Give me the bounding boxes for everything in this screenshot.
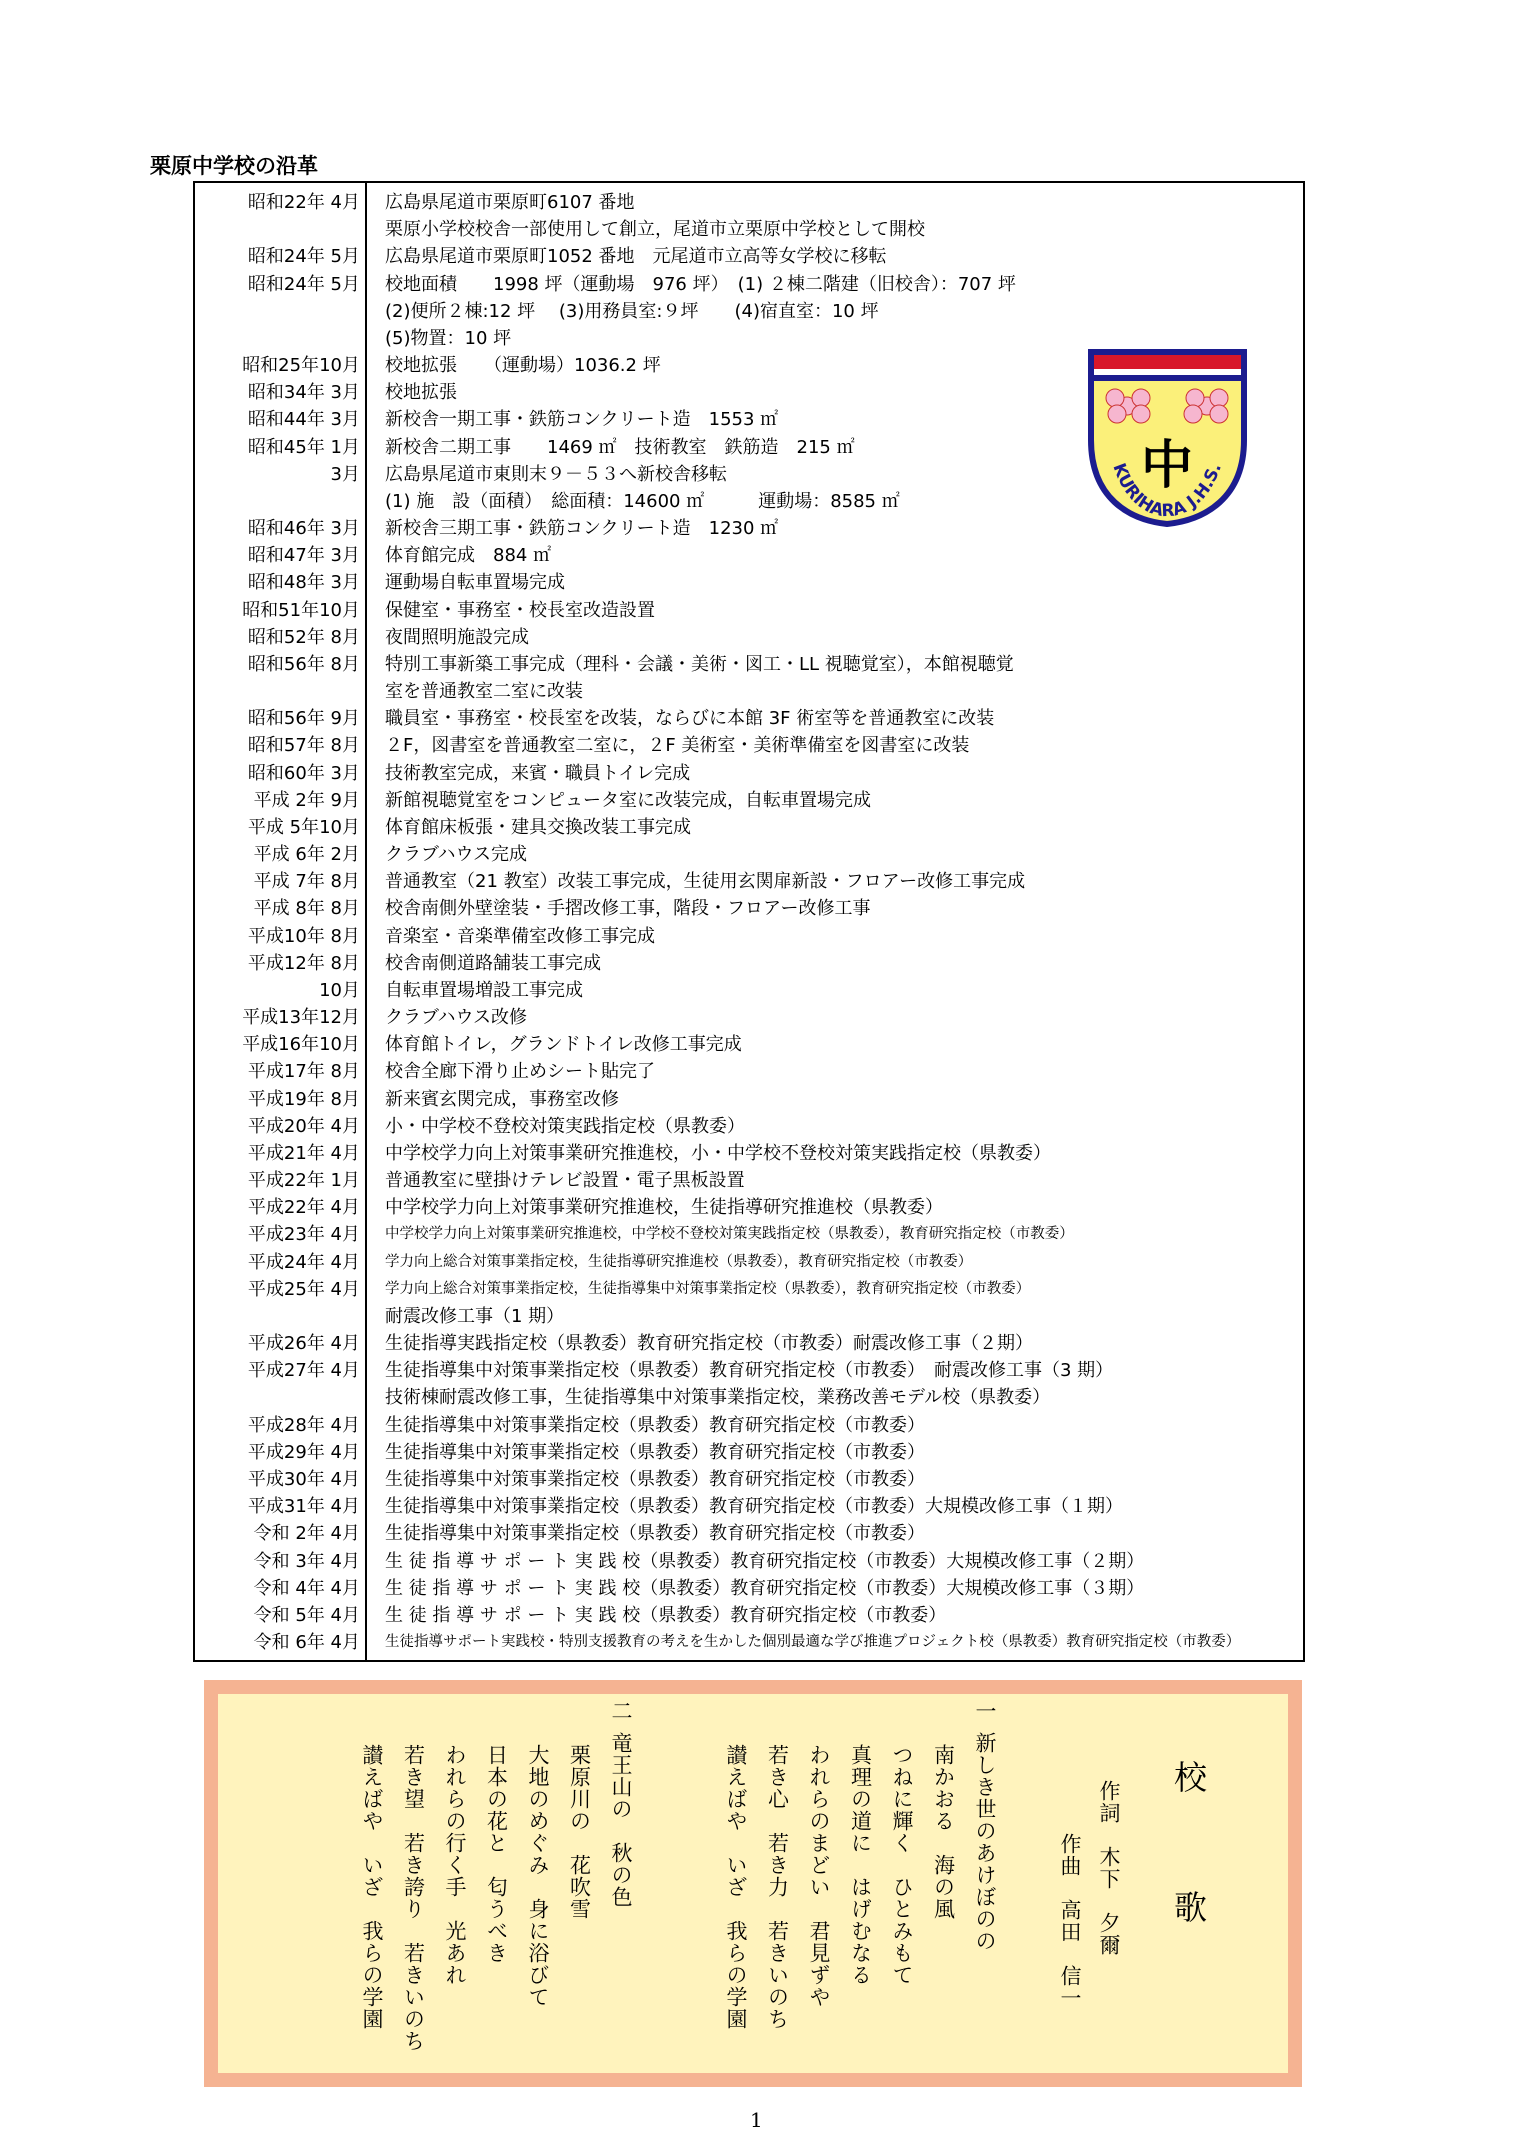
- history-row: [195, 1330, 1303, 1357]
- history-date: 平成25年 4月: [247, 1278, 360, 1300]
- history-date: 平成31年 4月: [247, 1496, 360, 1518]
- history-row: [195, 678, 1303, 705]
- history-date: 平成12年 8月: [247, 952, 360, 974]
- history-row: [195, 1086, 1303, 1113]
- history-text: 中学校学力向上対策事業研究推進校，生徒指導研究推進校（県教委）: [385, 1197, 943, 1219]
- history-text: クラブハウス完成: [385, 844, 528, 866]
- history-text: 生徒指導サポート実践校・特別支援教育の考えを生かした個別最適な学び推進プロジェクト校（県教委）教育研究指定校（市教委）: [385, 1634, 1241, 1650]
- history-text: 新館視聴覚室をコンピュータ室に改装完成，自転車置場完成: [385, 789, 871, 811]
- history-row: [195, 814, 1303, 841]
- history-date: 令和 5年 4月: [253, 1604, 360, 1626]
- history-date: 平成 6年 2月: [253, 844, 360, 866]
- history-row: [195, 1167, 1303, 1194]
- history-row: [195, 271, 1303, 298]
- history-text: 夜間照明施設完成: [385, 626, 529, 648]
- history-date: 昭和24年 5月: [247, 273, 360, 295]
- history-text: 体育館トイレ，グランドトイレ改修工事完成: [385, 1034, 742, 1056]
- history-row: [195, 1249, 1303, 1276]
- history-text: 生徒指導集中対策事業指定校（県教委）教育研究指定校（市教委）: [385, 1441, 925, 1463]
- lyric-line: つねに輝く ひとみもて: [890, 1744, 914, 1986]
- history-date: 平成 2年 9月: [253, 789, 360, 811]
- history-text: 学力向上総合対策事業指定校，生徒指導研究推進校（県教委），教育研究指定校（市教委）: [385, 1253, 973, 1270]
- song-title: 校 歌: [1169, 1760, 1208, 1955]
- verse2-number: 二: [609, 1700, 633, 1722]
- history-text: (2)便所２棟:12 坪 (3)用務員室:９坪 (4)宿直室：10 坪: [385, 300, 879, 322]
- emblem-character: 中: [1140, 436, 1194, 496]
- history-date: 令和 2年 4月: [253, 1523, 360, 1545]
- history-date: 昭和51年10月: [242, 599, 360, 621]
- history-date: 平成10年 8月: [247, 925, 360, 947]
- history-date: 平成17年 8月: [247, 1061, 360, 1083]
- history-row: [195, 651, 1303, 678]
- history-row: [195, 1548, 1303, 1575]
- verse1-number: 一: [973, 1700, 997, 1722]
- history-date: 令和 3年 4月: [253, 1550, 360, 1572]
- lyric-line: 竜王山の 秋の色: [609, 1732, 633, 1908]
- history-text: 新校舎一期工事・鉄筋コンクリート造 1553 ㎡: [385, 409, 779, 431]
- history-date: 昭和52年 8月: [247, 626, 360, 648]
- history-date: 10月: [319, 979, 360, 1001]
- history-row: [195, 705, 1303, 732]
- history-date: 平成21年 4月: [247, 1142, 360, 1164]
- history-text: 校地面積 1998 坪（運動場 976 坪） (1) ２棟二階建（旧校舎）：707 坪: [385, 273, 1016, 295]
- history-date: 昭和46年 3月: [247, 518, 360, 540]
- history-text: 生 徒 指 導 サ ポ ー ト 実 践 校（県教委）教育研究指定校（市教委）: [385, 1604, 947, 1626]
- history-text: 室を普通教室二室に改装: [385, 681, 583, 703]
- history-text: (1) 施 設（面積） 総面積：14600 ㎡ 運動場：8585 ㎡: [385, 490, 900, 512]
- history-date: 昭和57年 8月: [247, 735, 360, 757]
- history-text: 普通教室（21 教室）改装工事完成，生徒用玄関扉新設・フロアー改修工事完成: [385, 871, 1026, 893]
- history-text: 技術教室完成，来賓・職員トイレ完成: [385, 762, 691, 784]
- history-row: [195, 1031, 1303, 1058]
- history-text: 技術棟耐震改修工事，生徒指導集中対策事業指定校，業務改善モデル校（県教委）: [385, 1387, 1051, 1409]
- history-date: 平成13年12月: [242, 1007, 360, 1029]
- history-date: 昭和44年 3月: [247, 409, 360, 431]
- history-row: [195, 624, 1303, 651]
- history-row: [195, 1194, 1303, 1221]
- history-text: 中学校学力向上対策事業研究推進校，中学校不登校対策実践指定校（県教委），教育研究指定校（市教委）: [385, 1226, 1074, 1243]
- history-row: [195, 298, 1303, 325]
- history-row: [195, 1384, 1303, 1411]
- history-row: [195, 868, 1303, 895]
- history-text: 職員室・事務室・校長室を改装，ならびに本館 3F 術室等を普通教室に改装: [385, 708, 995, 730]
- history-date: 平成 5年10月: [247, 816, 360, 838]
- history-row: [195, 950, 1303, 977]
- lyric-line: 南かおる 海の風: [931, 1744, 956, 1920]
- history-text: 校地拡張 （運動場）1036.2 坪: [385, 355, 661, 377]
- history-date: 平成28年 4月: [247, 1414, 360, 1436]
- history-text: 普通教室に壁掛けテレビ設置・電子黒板設置: [385, 1170, 745, 1192]
- history-row: [195, 1412, 1303, 1439]
- song-lyricist: 作詞 木下 夕爾: [1097, 1780, 1121, 1956]
- history-row: [195, 923, 1303, 950]
- lyric-line: 栗原川の 花吹雪: [567, 1744, 592, 1920]
- history-row: [195, 977, 1303, 1004]
- history-row: [195, 1276, 1303, 1303]
- lyric-line: 讃えばや いざ 我らの学園: [360, 1744, 384, 2030]
- history-date: 平成24年 4月: [247, 1251, 360, 1273]
- history-date: 平成23年 4月: [247, 1224, 360, 1246]
- emblem-stripe-blue: [1094, 375, 1241, 381]
- history-date: 昭和34年 3月: [247, 382, 360, 404]
- history-date: 昭和56年 8月: [247, 653, 360, 675]
- history-date: 平成19年 8月: [247, 1088, 360, 1110]
- history-text: 生徒指導集中対策事業指定校（県教委）教育研究指定校（市教委）: [385, 1414, 925, 1436]
- history-text: 新校舎二期工事 1469 ㎡ 技術教室 鉄筋造 215 ㎡: [385, 436, 855, 458]
- history-row: [195, 1466, 1303, 1493]
- history-row: [195, 1602, 1303, 1629]
- history-row: [195, 569, 1303, 596]
- history-text: 新校舎三期工事・鉄筋コンクリート造 1230 ㎡: [385, 518, 779, 540]
- song-composer: 作曲 高田 信一: [1058, 1833, 1082, 2009]
- emblem-stripe-red: [1094, 355, 1241, 369]
- history-row: [195, 1221, 1303, 1248]
- lyric-line: 若き心 若き力 若きいのち: [765, 1744, 790, 2030]
- history-date: 平成22年 4月: [247, 1197, 360, 1219]
- history-date: 平成29年 4月: [247, 1441, 360, 1463]
- history-row: [195, 216, 1303, 243]
- history-text: 自転車置場増設工事完成: [385, 979, 583, 1001]
- history-text: ２F，図書室を普通教室二室に，２F 美術室・美術準備室を図書室に改装: [385, 735, 970, 757]
- history-text: 校地拡張: [385, 382, 457, 404]
- history-row: [195, 732, 1303, 759]
- school-emblem: [1085, 348, 1250, 528]
- history-date: 昭和25年10月: [242, 355, 360, 377]
- history-text: 校舎全廊下滑り止めシート貼完了: [385, 1061, 655, 1083]
- history-text: 生徒指導集中対策事業指定校（県教委）教育研究指定校（市教委）: [385, 1468, 925, 1490]
- history-row: [195, 1357, 1303, 1384]
- history-date: 平成30年 4月: [247, 1468, 360, 1490]
- lyric-line: 若き望 若き誇り 若きいのち: [401, 1744, 426, 2052]
- history-row: [195, 895, 1303, 922]
- history-text: 生 徒 指 導 サ ポ ー ト 実 践 校（県教委）教育研究指定校（市教委）大規模改修工事（２期）: [385, 1550, 1145, 1572]
- history-text: 学力向上総合対策事業指定校，生徒指導集中対策事業指定校（県教委），教育研究指定校（市教委）: [385, 1280, 1031, 1297]
- history-text: (5)物置：10 坪: [385, 327, 512, 349]
- lyric-line: 真理の道に はげむなる: [848, 1744, 873, 1986]
- history-text: 生徒指導集中対策事業指定校（県教委）教育研究指定校（市教委）: [385, 1523, 925, 1545]
- history-row: [195, 1113, 1303, 1140]
- history-date: 昭和60年 3月: [247, 762, 360, 784]
- history-row: [195, 243, 1303, 270]
- history-date: 令和 4年 4月: [253, 1577, 360, 1599]
- history-date: 平成26年 4月: [247, 1333, 360, 1355]
- lyric-line: 新しき世のあけぼのの: [973, 1732, 997, 1952]
- history-row: [195, 542, 1303, 569]
- history-date: 平成27年 4月: [247, 1360, 360, 1382]
- lyric-line: われらの行く手 光あれ: [443, 1744, 467, 1986]
- history-date: 令和 6年 4月: [253, 1632, 360, 1653]
- history-text: 生徒指導集中対策事業指定校（県教委）教育研究指定校（市教委） 耐震改修工事（3 期）: [385, 1360, 1114, 1382]
- history-row: [195, 1493, 1303, 1520]
- history-text: 校舎南側道路舗装工事完成: [385, 952, 601, 974]
- history-text: 保健室・事務室・校長室改造設置: [385, 599, 655, 621]
- history-row: [195, 1520, 1303, 1547]
- history-row: [195, 1575, 1303, 1602]
- history-row: [195, 1004, 1303, 1031]
- emblem-stripe-white: [1094, 369, 1241, 375]
- page-title: 栗原中学校の沿革: [150, 154, 318, 178]
- history-date: 平成 7年 8月: [253, 871, 360, 893]
- history-date: 昭和22年 4月: [247, 192, 360, 213]
- history-text: 広島県尾道市栗原町1052 番地 元尾道市立高等女学校に移転: [385, 246, 887, 268]
- history-row: [195, 841, 1303, 868]
- history-date: 昭和56年 9月: [247, 708, 360, 730]
- history-date: 平成16年10月: [242, 1034, 360, 1056]
- history-date: 平成20年 4月: [247, 1115, 360, 1137]
- history-date: 昭和47年 3月: [247, 545, 360, 567]
- history-row: [195, 760, 1303, 787]
- history-text: 生 徒 指 導 サ ポ ー ト 実 践 校（県教委）教育研究指定校（市教委）大規模改修工事（３期）: [385, 1577, 1145, 1599]
- history-text: 体育館床板張・建具交換改装工事完成: [385, 816, 691, 838]
- history-text: 音楽室・音楽準備室改修工事完成: [385, 925, 655, 947]
- history-date: 昭和48年 3月: [247, 572, 360, 594]
- lyric-line: 日本の花と 匂うべき: [484, 1744, 509, 1964]
- lyric-line: 大地のめぐみ 身に浴びて: [526, 1744, 550, 2008]
- history-row: [195, 1629, 1303, 1656]
- history-date: 昭和24年 5月: [247, 246, 360, 268]
- history-date: 昭和45年 1月: [247, 436, 360, 458]
- history-row: [195, 189, 1303, 216]
- lyric-line: われらのまどい 君見ずや: [807, 1744, 831, 2008]
- page-number: 1: [750, 2108, 763, 2132]
- history-row: [195, 597, 1303, 624]
- history-text: 生徒指導実践指定校（県教委）教育研究指定校（市教委）耐震改修工事（２期）: [385, 1333, 1033, 1355]
- history-row: [195, 1058, 1303, 1085]
- history-row: [195, 1439, 1303, 1466]
- history-date: 平成 8年 8月: [253, 898, 360, 920]
- history-text: クラブハウス改修: [385, 1007, 528, 1029]
- history-row: [195, 1303, 1303, 1330]
- history-text: 中学校学力向上対策事業研究推進校，小・中学校不登校対策実践指定校（県教委）: [385, 1142, 1051, 1164]
- history-row: [195, 1140, 1303, 1167]
- history-text: 新来賓玄関完成，事務室改修: [385, 1088, 619, 1110]
- history-text: 生徒指導集中対策事業指定校（県教委）教育研究指定校（市教委）大規模改修工事（１期）: [385, 1496, 1123, 1518]
- history-text: 特別工事新築工事完成（理科・会議・美術・図工・LL 視聴覚室），本館視聴覚: [385, 653, 1014, 675]
- history-text: 運動場自転車置場完成: [385, 572, 565, 594]
- lyric-line: 讃えばや いざ 我らの学園: [724, 1744, 748, 2030]
- history-text: 小・中学校不登校対策実践指定校（県教委）: [385, 1115, 745, 1137]
- history-text: 校舎南側外壁塗装・手摺改修工事，階段・フロアー改修工事: [385, 898, 871, 920]
- history-row: [195, 787, 1303, 814]
- emblem-arc-text: KURIHARA J.H.S.: [1108, 460, 1226, 522]
- history-date: 3月: [330, 463, 360, 485]
- history-text: 耐震改修工事（1 期）: [385, 1305, 565, 1327]
- history-text: 体育館完成 884 ㎡: [385, 545, 552, 567]
- history-date: 平成22年 1月: [247, 1170, 360, 1192]
- history-text: 栗原小学校校舎一部使用して創立，尾道市立栗原中学校として開校: [385, 219, 925, 241]
- history-text: 広島県尾道市東則末９－５３へ新校舎移転: [385, 463, 727, 485]
- history-text: 広島県尾道市栗原町6107 番地: [385, 192, 635, 213]
